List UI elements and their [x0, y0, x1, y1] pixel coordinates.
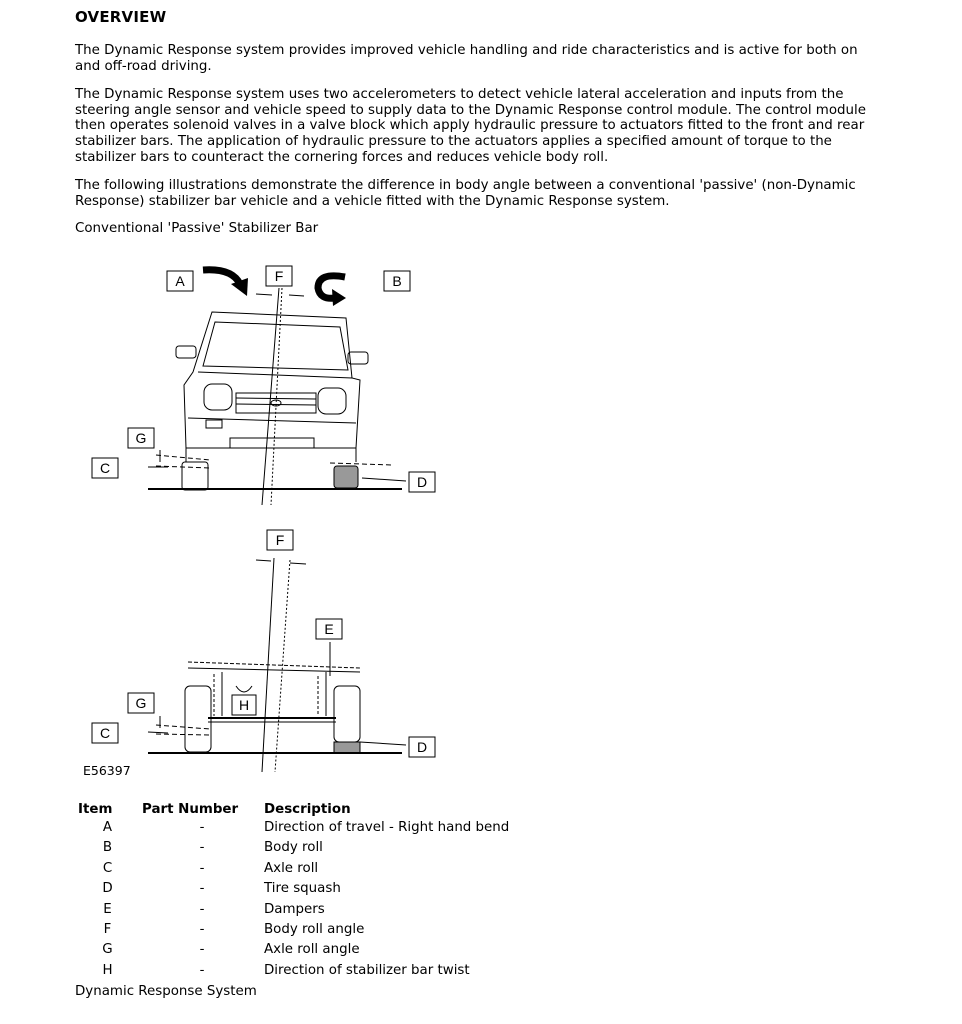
label-g-bottom — [128, 693, 154, 713]
table-row — [75, 881, 564, 901]
paragraph-3: The following illustrations demonstrate the difference in body angle between a conventional 'passive' (non-Dynamic Response) stabilizer bar vehicle and a vehicle fitted with the Dynamic Response system. — [75, 178, 856, 209]
table-row — [75, 840, 564, 860]
label-c-bottom-text: C — [99, 725, 111, 741]
table-row — [75, 902, 564, 922]
table-row — [75, 942, 564, 962]
cell-item: F — [103, 921, 112, 937]
header-description: Description — [264, 801, 351, 817]
label-e — [316, 619, 342, 639]
cell-part: - — [199, 901, 205, 917]
label-h-text: H — [238, 697, 250, 713]
cell-desc: Direction of travel - Right hand bend — [264, 820, 510, 835]
table-row — [75, 820, 564, 840]
label-c-top — [92, 458, 118, 478]
paragraph-2: The Dynamic Response system uses two accelerometers to detect vehicle lateral acceleration and inputs from the steering angle sensor and vehicle speed to supply data to the Dynamic Response control module. The control module then operates solenoid valves in a valve block which apply hydraulic pressure to actuators fitted to the front and rear stabilizer bars. The application of hydraulic pressure to the actuators applies a specified amount of torque to the stabilizer bars to counteract the cornering forces and reduces vehicle body roll. — [75, 87, 866, 165]
label-b — [384, 271, 410, 291]
cell-part: - — [199, 942, 205, 958]
cell-desc: Direction of stabilizer bar twist — [264, 962, 470, 978]
label-f-bottom — [267, 530, 293, 550]
cell-desc: Axle roll — [264, 860, 319, 876]
label-b-text: B — [392, 273, 402, 289]
cell-desc: Tire squash — [264, 881, 341, 897]
cell-desc: Body roll angle — [264, 921, 365, 937]
stabilizer-bar-illustration — [82, 260, 462, 790]
label-c-bottom — [92, 723, 118, 743]
table-row — [75, 963, 564, 983]
caption-passive: Conventional 'Passive' Stabilizer Bar — [75, 221, 319, 236]
label-g-bottom-text: G — [135, 695, 147, 711]
caption-dynamic: Dynamic Response System — [75, 984, 257, 999]
cell-part: - — [199, 921, 205, 937]
label-d-bottom-text: D — [416, 739, 428, 755]
table-row — [75, 861, 564, 881]
cell-part: - — [199, 820, 205, 835]
parts-table — [75, 800, 564, 983]
cell-item: B — [102, 840, 113, 856]
label-f-bottom-text: F — [275, 532, 285, 548]
label-a — [167, 271, 193, 291]
figure-id: E56397 — [83, 763, 131, 778]
cell-part: - — [199, 881, 205, 897]
label-h — [232, 695, 256, 715]
table-row — [75, 922, 564, 942]
label-a-text: A — [175, 273, 185, 289]
label-d-top — [409, 472, 435, 492]
cell-desc: Axle roll angle — [264, 942, 360, 958]
cell-desc: Dampers — [264, 901, 325, 917]
cell-item: G — [102, 942, 113, 958]
label-e-text: E — [324, 621, 334, 637]
cell-item: E — [103, 901, 112, 917]
header-item: Item — [78, 801, 113, 817]
header-part-number: Part Number — [142, 801, 239, 817]
label-d-bottom — [409, 737, 435, 757]
label-f-top-text: F — [274, 268, 284, 284]
cell-part: - — [199, 860, 205, 876]
cell-desc: Body roll — [264, 840, 323, 856]
label-g-top — [128, 428, 154, 448]
label-c-top-text: C — [99, 460, 111, 476]
cell-part: - — [199, 962, 205, 978]
cell-item: D — [102, 881, 113, 897]
cell-item: C — [102, 860, 113, 876]
table-header-row — [75, 800, 564, 820]
label-f-top — [266, 266, 292, 286]
cell-item: H — [102, 962, 113, 978]
cell-item: A — [102, 820, 113, 835]
cell-part: - — [199, 840, 205, 856]
paragraph-1: The Dynamic Response system provides improved vehicle handling and ride characteristics and is active for both on and off-road driving. — [75, 43, 858, 74]
page-title: OVERVIEW — [75, 8, 167, 26]
label-g-top-text: G — [135, 430, 147, 446]
label-d-top-text: D — [416, 474, 428, 490]
